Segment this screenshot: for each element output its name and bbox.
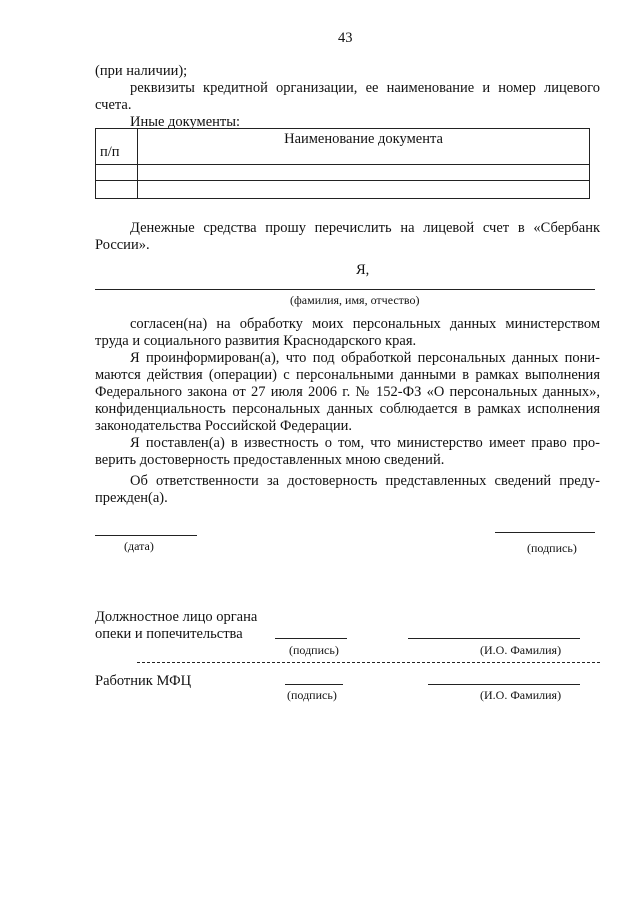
consent-p1-line-1: согласен(на) на обработку моих персональных данных министерством [130, 316, 600, 332]
table-cell-name[interactable] [138, 181, 590, 199]
applicant-signature-line[interactable] [495, 532, 595, 533]
consent-p3-line-2: верить достоверность предоставленных мною сведений. [95, 452, 445, 468]
consent-p2-line-5: законодательства Российской Федерации. [95, 418, 353, 434]
consent-p1-line-2: труда и социального развития Краснодарского края. [95, 333, 417, 349]
col-header-name: Наименование документа [138, 129, 590, 165]
intro-line-2: реквизиты кредитной организации, ее наименование и номер лицевого [130, 80, 600, 96]
mfc-worker-label: Работник МФЦ [95, 673, 192, 689]
date-line[interactable] [95, 535, 197, 536]
official-signature-line[interactable] [275, 638, 347, 639]
official-label-line-2: опеки и попечительства [95, 626, 243, 642]
intro-line-3: счета. [95, 97, 132, 113]
official-name-caption: (И.О. Фамилия) [480, 643, 562, 657]
consent-p2-line-1: Я проинформирован(а), что под обработкой персональных данных пони- [130, 350, 600, 366]
transfer-line-1: Денежные средства прошу перечислить на лицевой счет в «Сбербанк [130, 220, 600, 236]
consent-p4-line-2: прежден(а). [95, 490, 168, 506]
applicant-signature-caption: (подпись) [527, 541, 577, 555]
official-name-line[interactable] [408, 638, 580, 639]
table-cell-num[interactable] [96, 181, 138, 199]
consent-p2-line-2: маются действия (операции) с персональными данными в рамках выполнения [95, 367, 600, 383]
other-docs-title: Иные документы: [130, 114, 241, 130]
consent-p3-line-1: Я поставлен(а) в известность о том, что министерство имеет право про- [130, 435, 600, 451]
consent-p2-line-4: конфиденциальность персональных данных соблюдается в рамках исполнения [95, 401, 600, 417]
section-divider [137, 662, 600, 663]
date-caption: (дата) [124, 539, 154, 553]
consent-ya: Я, [356, 262, 370, 278]
table-header-row [96, 129, 590, 165]
mfc-signature-line[interactable] [285, 684, 343, 685]
table-cell-num[interactable] [96, 165, 138, 181]
official-signature-caption: (подпись) [289, 643, 339, 657]
other-docs-table [95, 128, 590, 199]
mfc-signature-caption: (подпись) [287, 688, 337, 702]
fio-signature-line[interactable] [95, 289, 595, 290]
page-number: 43 [338, 30, 353, 46]
table-row [96, 181, 590, 199]
col-header-num: п/п [96, 129, 138, 165]
official-label-line-1: Должностное лицо органа [95, 609, 258, 625]
table-cell-name[interactable] [138, 165, 590, 181]
intro-line-1: (при наличии); [95, 63, 188, 79]
mfc-name-caption: (И.О. Фамилия) [480, 688, 562, 702]
consent-p4-line-1: Об ответственности за достоверность представленных сведений преду- [130, 473, 600, 489]
mfc-name-line[interactable] [428, 684, 580, 685]
consent-p2-line-3: Федерального закона от 27 июля 2006 г. № 152-ФЗ «О персональных данных», [95, 384, 600, 400]
table-row [96, 165, 590, 181]
fio-caption: (фамилия, имя, отчество) [290, 293, 420, 307]
transfer-line-2: России». [95, 237, 150, 253]
